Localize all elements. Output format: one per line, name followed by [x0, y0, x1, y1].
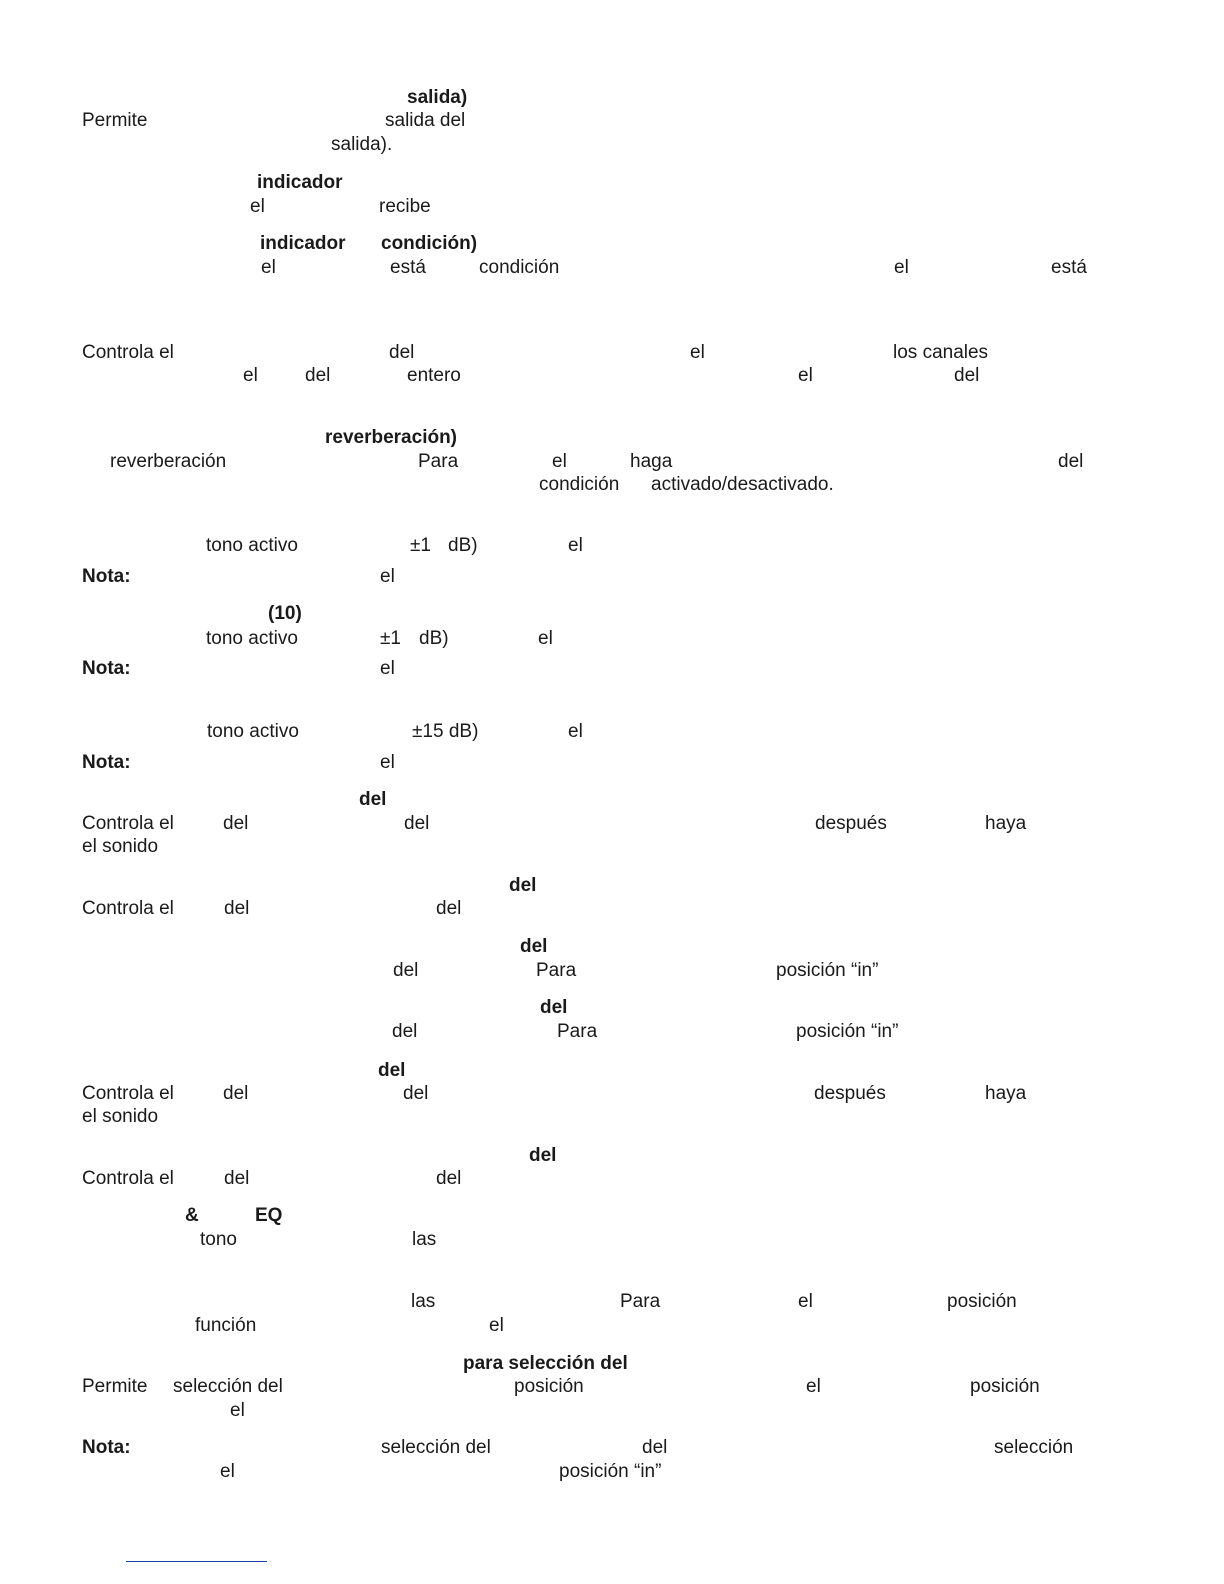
text-fragment: del: [436, 898, 462, 919]
text-fragment: del: [223, 1083, 249, 1104]
text-fragment: del: [403, 1083, 429, 1104]
text-fragment: Controla el: [82, 1168, 174, 1189]
text-fragment: el: [538, 628, 553, 649]
text-fragment: está: [390, 257, 426, 278]
bold-text-fragment: reverberación): [325, 427, 458, 448]
text-fragment: del: [223, 813, 249, 834]
text-fragment: las: [411, 1291, 436, 1312]
text-fragment: el: [261, 257, 276, 278]
text-fragment: recibe: [379, 196, 431, 217]
text-fragment: Para: [557, 1021, 598, 1042]
text-fragment: los canales: [893, 342, 989, 363]
text-fragment: el: [380, 566, 395, 587]
bold-text-fragment: Nota:: [82, 658, 131, 679]
text-fragment: el: [568, 721, 583, 742]
text-fragment: condición: [479, 257, 560, 278]
text-fragment: Controla el: [82, 898, 174, 919]
footnote-rule: [126, 1561, 267, 1562]
text-fragment: el: [380, 752, 395, 773]
bold-text-fragment: indicador: [260, 233, 346, 254]
text-fragment: del: [436, 1168, 462, 1189]
text-fragment: posición: [970, 1376, 1040, 1397]
text-fragment: salida del: [385, 110, 466, 131]
text-fragment: del: [224, 1168, 250, 1189]
text-fragment: del: [389, 342, 415, 363]
text-fragment: Para: [536, 960, 577, 981]
text-fragment: selección del: [173, 1376, 283, 1397]
text-fragment: entero: [407, 365, 461, 386]
bold-text-fragment: salida): [407, 87, 468, 108]
bold-text-fragment: indicador: [257, 172, 343, 193]
text-fragment: salida).: [331, 134, 393, 155]
text-fragment: dB): [448, 535, 478, 556]
bold-text-fragment: del: [520, 936, 548, 957]
text-fragment: Permite: [82, 1376, 148, 1397]
text-fragment: el: [243, 365, 258, 386]
text-fragment: el: [894, 257, 909, 278]
text-fragment: del: [642, 1437, 668, 1458]
text-fragment: el sonido: [82, 1106, 159, 1127]
bold-text-fragment: del: [529, 1145, 557, 1166]
text-fragment: condición: [539, 474, 620, 495]
text-fragment: ±1: [410, 535, 431, 556]
text-fragment: del: [393, 960, 419, 981]
text-fragment: el: [220, 1461, 235, 1482]
text-fragment: el: [230, 1400, 245, 1421]
text-fragment: selección del: [381, 1437, 491, 1458]
bold-text-fragment: &: [185, 1205, 199, 1226]
text-fragment: Permite: [82, 110, 148, 131]
text-fragment: activado/desactivado.: [651, 474, 834, 495]
text-fragment: Controla el: [82, 342, 174, 363]
text-fragment: el: [806, 1376, 821, 1397]
text-fragment: posición “in”: [776, 960, 879, 981]
text-fragment: el sonido: [82, 836, 159, 857]
text-fragment: del: [954, 365, 980, 386]
text-fragment: tono activo: [206, 628, 298, 649]
bold-text-fragment: (10): [268, 603, 302, 624]
text-fragment: haya: [985, 813, 1027, 834]
bold-text-fragment: condición): [381, 233, 478, 254]
text-fragment: el: [798, 365, 813, 386]
text-fragment: posición “in”: [559, 1461, 662, 1482]
text-fragment: dB): [419, 628, 449, 649]
text-fragment: está: [1051, 257, 1087, 278]
text-fragment: el: [489, 1315, 504, 1336]
text-fragment: el: [798, 1291, 813, 1312]
text-fragment: ±1: [380, 628, 401, 649]
bold-text-fragment: Nota:: [82, 752, 131, 773]
text-fragment: el: [380, 658, 395, 679]
bold-text-fragment: EQ: [255, 1205, 283, 1226]
text-fragment: las: [412, 1229, 437, 1250]
text-fragment: haya: [985, 1083, 1027, 1104]
bold-text-fragment: Nota:: [82, 1437, 131, 1458]
text-fragment: selección: [994, 1437, 1074, 1458]
text-fragment: posición “in”: [796, 1021, 899, 1042]
text-fragment: el: [568, 535, 583, 556]
bold-text-fragment: para selección del: [463, 1353, 628, 1374]
text-fragment: el: [552, 451, 567, 472]
text-fragment: el: [690, 342, 705, 363]
bold-text-fragment: del: [378, 1060, 406, 1081]
text-fragment: tono activo: [207, 721, 299, 742]
text-fragment: tono: [200, 1229, 237, 1250]
text-fragment: Para: [620, 1291, 661, 1312]
text-fragment: del: [1058, 451, 1084, 472]
text-fragment: Para: [418, 451, 459, 472]
text-fragment: del: [404, 813, 430, 834]
bold-text-fragment: del: [540, 997, 568, 1018]
text-fragment: después: [814, 1083, 886, 1104]
text-fragment: Controla el: [82, 1083, 174, 1104]
text-fragment: posición: [514, 1376, 584, 1397]
text-fragment: del: [305, 365, 331, 386]
text-fragment: haga: [630, 451, 673, 472]
bold-text-fragment: del: [359, 789, 387, 810]
text-fragment: posición: [947, 1291, 1017, 1312]
text-fragment: del: [392, 1021, 418, 1042]
text-fragment: ±15 dB): [412, 721, 479, 742]
text-fragment: reverberación: [110, 451, 227, 472]
text-fragment: el: [250, 196, 265, 217]
text-fragment: Controla el: [82, 813, 174, 834]
bold-text-fragment: Nota:: [82, 566, 131, 587]
bold-text-fragment: del: [509, 875, 537, 896]
text-fragment: del: [224, 898, 250, 919]
text-fragment: tono activo: [206, 535, 298, 556]
text-fragment: función: [195, 1315, 257, 1336]
text-fragment: después: [815, 813, 887, 834]
